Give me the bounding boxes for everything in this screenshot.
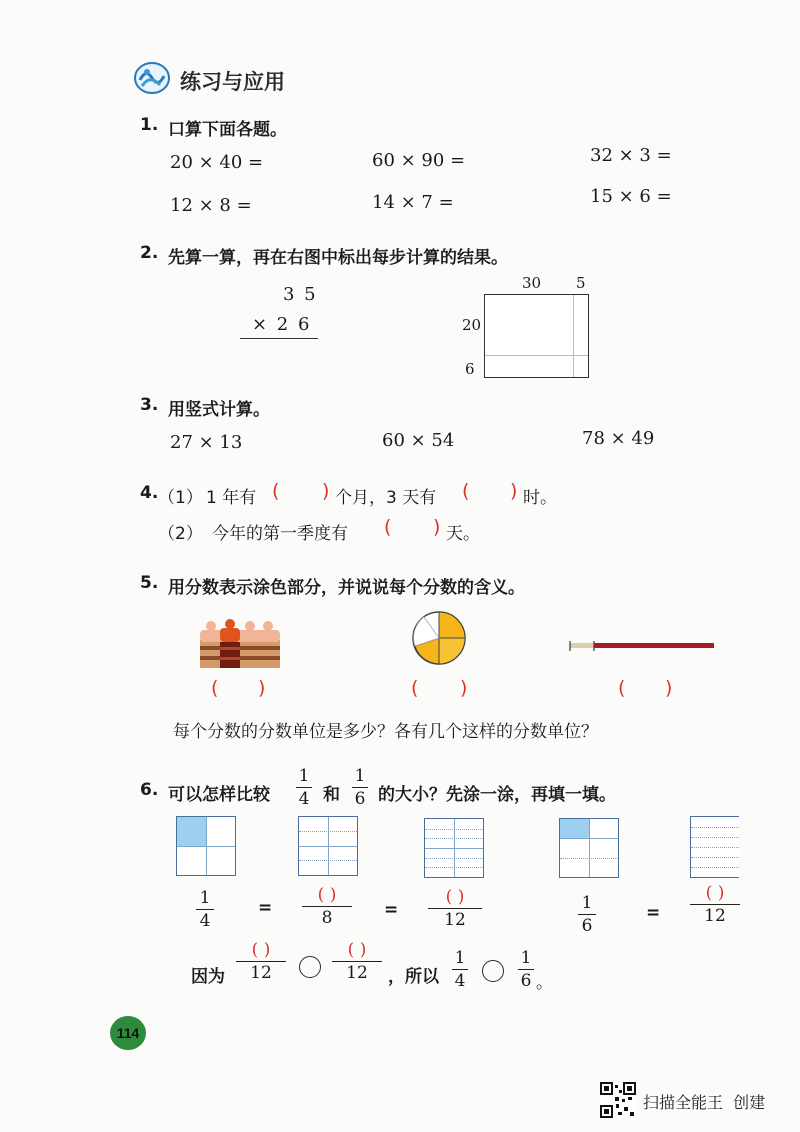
circle-fraction-image bbox=[410, 609, 468, 671]
q4-part1-text-a: 1 年有 bbox=[206, 488, 257, 508]
fraction-one-quarter: 1 4 bbox=[196, 888, 214, 931]
equals-sign: = bbox=[646, 903, 661, 923]
q1-problem: 14 × 7 = bbox=[372, 192, 454, 213]
q4-part2-text-b: 天。 bbox=[446, 524, 480, 544]
q4-part1-text-c: 时。 bbox=[523, 488, 557, 508]
blank-open-paren: ( bbox=[618, 677, 626, 699]
area-label-20: 20 bbox=[462, 316, 482, 334]
multiplier: × 2 6 bbox=[252, 314, 312, 335]
comparison-circle[interactable] bbox=[482, 960, 504, 982]
answer-blank-months[interactable] bbox=[282, 482, 318, 504]
q4-part2-text-a: 今年的第一季度有 bbox=[212, 524, 348, 544]
area-model-rectangle bbox=[484, 294, 589, 378]
fraction-one-quarter: 1 4 bbox=[452, 948, 468, 991]
q2-text: 先算一算，再在右图中标出每步计算的结果。 bbox=[168, 248, 508, 268]
q1-problem: 60 × 90 = bbox=[372, 150, 466, 171]
blank-close-paren: ) bbox=[665, 677, 673, 699]
fraction-blank-over-12[interactable]: ( ) 12 bbox=[332, 940, 382, 983]
q3-number: 3. bbox=[140, 395, 159, 415]
q6-number: 6. bbox=[140, 780, 159, 800]
answer-blank-days[interactable] bbox=[394, 518, 430, 540]
fraction-one-sixth: 1 6 bbox=[352, 766, 368, 809]
q6-text-a: 可以怎样比较 bbox=[168, 785, 270, 805]
cake-image bbox=[198, 616, 282, 674]
q4-part2-label: （2） bbox=[158, 524, 203, 544]
q1-problem: 12 × 8 = bbox=[170, 195, 252, 216]
page-number: 114 bbox=[116, 1025, 140, 1041]
watermark-text: 扫描全能王 创建 bbox=[643, 1093, 766, 1112]
blank-open-paren: ( bbox=[211, 677, 219, 699]
q3-problem: 60 × 54 bbox=[382, 430, 455, 451]
q1-problem: 15 × 6 = bbox=[590, 186, 672, 207]
comparison-circle[interactable] bbox=[299, 956, 321, 978]
q1-number: 1. bbox=[140, 115, 159, 135]
multiplicand: 3 5 bbox=[283, 284, 318, 305]
rope-image bbox=[568, 638, 716, 657]
fraction-blank-over-12[interactable]: ( ) 12 bbox=[690, 883, 740, 926]
blank-open-paren: ( bbox=[384, 516, 392, 538]
grid-twelfths-right[interactable] bbox=[690, 816, 739, 878]
fraction-blank-over-12[interactable]: ( ) 12 bbox=[428, 887, 482, 930]
grid-sixths-shaded[interactable] bbox=[559, 818, 619, 878]
grid-quarters-shaded[interactable] bbox=[176, 816, 236, 876]
q1-text: 口算下面各题。 bbox=[168, 120, 287, 140]
period: 。 bbox=[536, 973, 553, 993]
q1-problem: 20 × 40 = bbox=[170, 152, 264, 173]
vertical-calc-line bbox=[240, 338, 318, 339]
blank-open-paren: ( bbox=[272, 480, 280, 502]
q3-problem: 27 × 13 bbox=[170, 432, 243, 453]
q1-problem: 32 × 3 = bbox=[590, 145, 672, 166]
blank-close-paren: ) bbox=[322, 480, 330, 502]
equals-sign: = bbox=[258, 898, 273, 918]
q3-text: 用竖式计算。 bbox=[168, 400, 270, 420]
fraction-blank-over-8[interactable]: ( ) 8 bbox=[302, 885, 352, 928]
section-logo-icon bbox=[133, 60, 171, 100]
equals-sign: = bbox=[384, 900, 399, 920]
blank-close-paren: ) bbox=[460, 677, 468, 699]
q5-question: 每个分数的分数单位是多少？各有几个这样的分数单位？ bbox=[173, 722, 598, 742]
q6-text-c: 的大小？先涂一涂，再填一填。 bbox=[378, 785, 616, 805]
q4-number: 4. bbox=[140, 483, 159, 503]
so-text: ，所以 bbox=[388, 967, 439, 987]
fraction-one-sixth: 1 6 bbox=[518, 948, 534, 991]
area-label-6: 6 bbox=[465, 360, 475, 378]
answer-blank-cake[interactable] bbox=[222, 680, 256, 702]
grid-twelfths[interactable] bbox=[424, 818, 484, 878]
area-label-5: 5 bbox=[576, 274, 586, 292]
qr-code-icon bbox=[600, 1082, 636, 1122]
page-number-badge bbox=[110, 1016, 146, 1050]
blank-close-paren: ) bbox=[258, 677, 266, 699]
q3-problem: 78 × 49 bbox=[582, 428, 655, 449]
fraction-one-quarter: 1 4 bbox=[296, 766, 312, 809]
answer-blank-hours[interactable] bbox=[472, 482, 508, 504]
q4-part1-text-b: 个月，3 天有 bbox=[335, 488, 437, 508]
fraction-one-sixth: 1 6 bbox=[578, 893, 596, 936]
blank-open-paren: ( bbox=[411, 677, 419, 699]
blank-close-paren: ) bbox=[510, 480, 518, 502]
grid-eighths[interactable] bbox=[298, 816, 358, 876]
answer-blank-rope[interactable] bbox=[628, 680, 662, 702]
answer-blank-circle[interactable] bbox=[422, 680, 456, 702]
q4-part1-label: （1） bbox=[158, 488, 203, 508]
blank-close-paren: ) bbox=[433, 516, 441, 538]
q2-number: 2. bbox=[140, 243, 159, 263]
blank-open-paren: ( bbox=[462, 480, 470, 502]
fraction-blank-over-12[interactable]: ( ) 12 bbox=[236, 940, 286, 983]
because-text: 因为 bbox=[191, 967, 225, 987]
section-title: 练习与应用 bbox=[180, 70, 285, 94]
q5-text: 用分数表示涂色部分，并说说每个分数的含义。 bbox=[168, 578, 525, 598]
q6-text-b: 和 bbox=[323, 785, 340, 805]
area-label-30: 30 bbox=[522, 274, 542, 292]
q5-number: 5. bbox=[140, 573, 159, 593]
